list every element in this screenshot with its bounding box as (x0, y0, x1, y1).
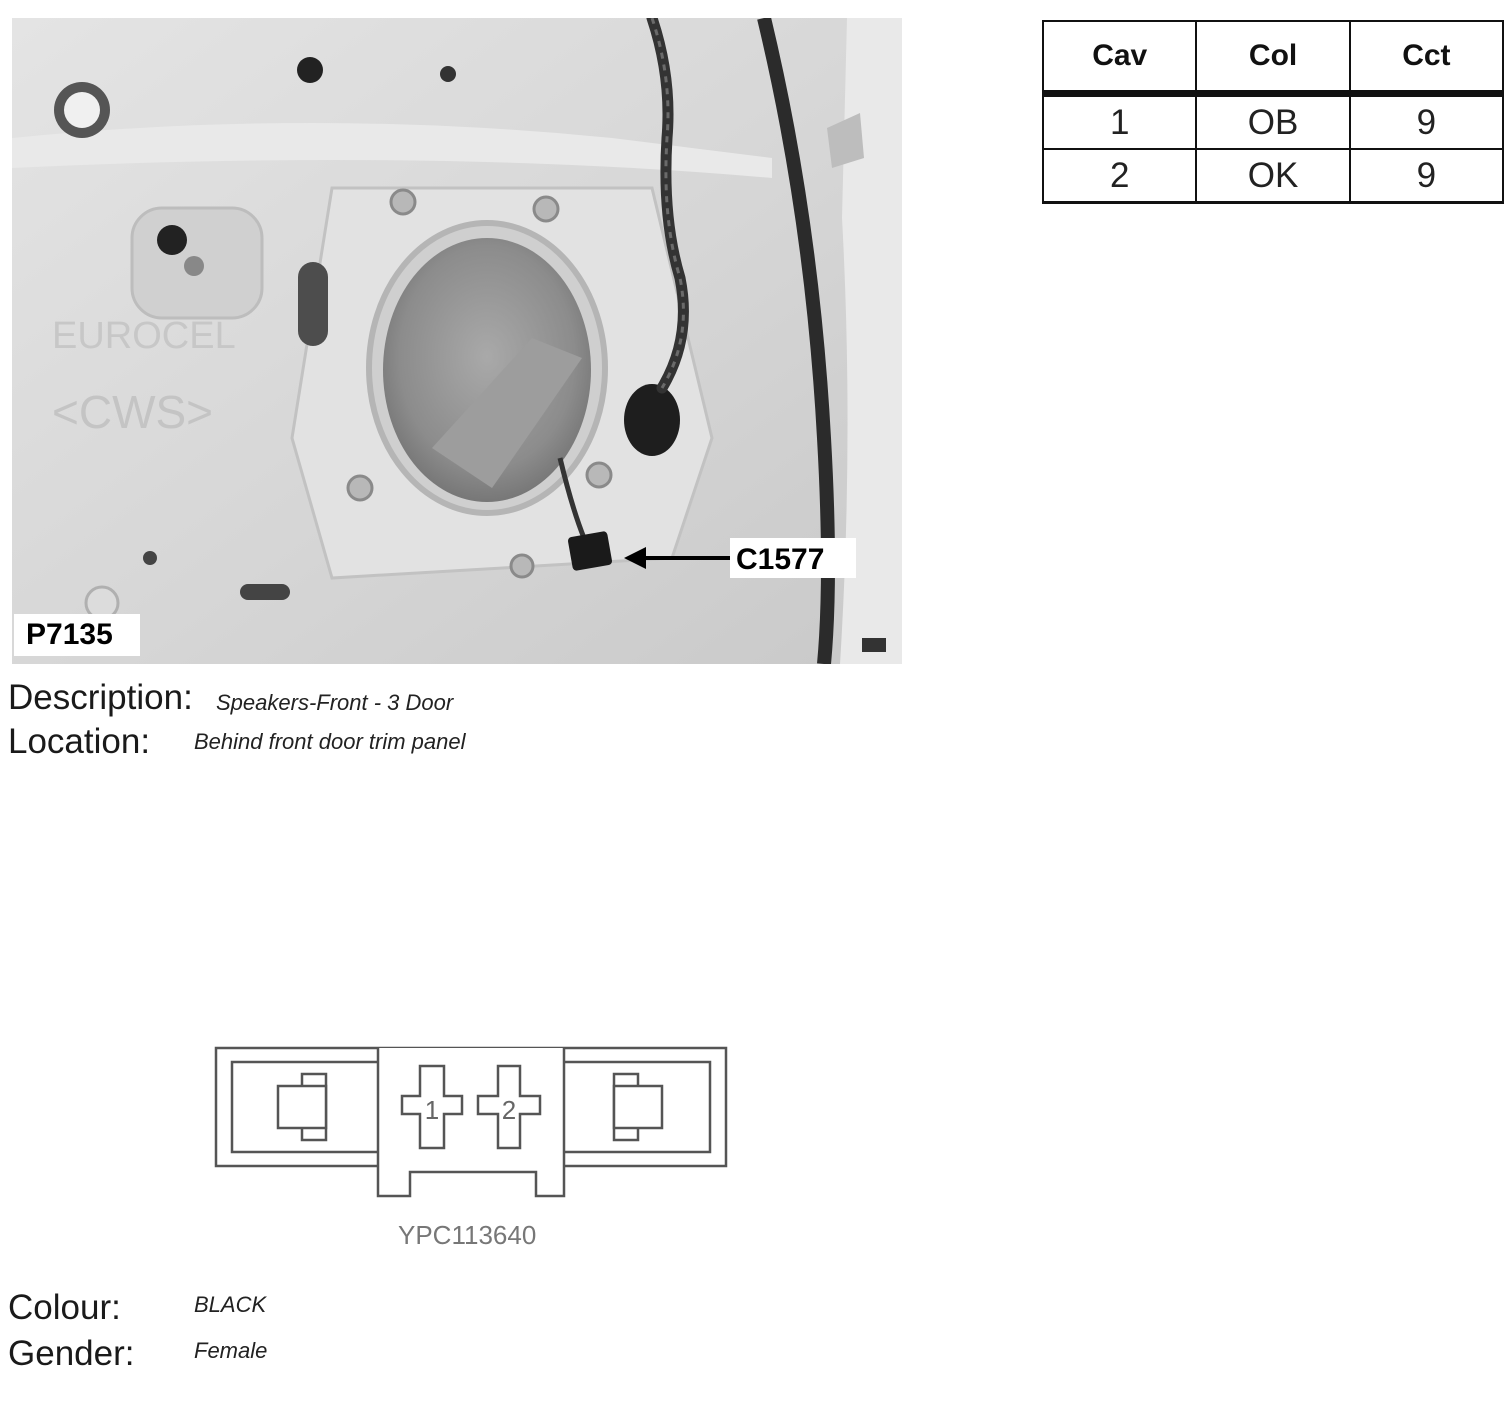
cav-cell: 2 (1043, 149, 1196, 203)
description-value: Speakers-Front - 3 Door (216, 690, 454, 715)
connector-part-number: YPC113640 (398, 1220, 537, 1250)
header-cct: Cct (1350, 21, 1503, 94)
svg-text:EUROCEL: EUROCEL (52, 315, 236, 357)
location-value: Behind front door trim panel (194, 729, 466, 754)
pin-1-label: 1 (424, 1095, 440, 1125)
cct-cell: 9 (1350, 149, 1503, 203)
header-cav: Cav (1043, 21, 1196, 94)
pinout-table (1042, 20, 1504, 204)
connector-face-diagram (210, 1044, 730, 1204)
location-label: Location: (8, 722, 151, 761)
gender-label: Gender: (8, 1334, 135, 1373)
description-label: Description: (8, 678, 193, 717)
photo-id-label: P7135 (14, 614, 140, 656)
connector-outline (210, 1044, 730, 1204)
colour-label: Colour: (8, 1288, 121, 1327)
colour-value: BLACK (194, 1292, 267, 1317)
pin-2-label: 2 (501, 1095, 517, 1125)
gender-value: Female (194, 1338, 268, 1363)
table-header-row (1043, 21, 1503, 94)
cct-cell: 9 (1350, 94, 1503, 150)
table-row (1043, 94, 1503, 150)
table-row (1043, 149, 1503, 203)
col-cell: OB (1196, 94, 1349, 150)
connector-callout-label: C1577 (730, 538, 856, 578)
col-cell: OK (1196, 149, 1349, 203)
svg-text:<CWS>: <CWS> (52, 386, 214, 438)
header-col: Col (1196, 21, 1349, 94)
cav-cell: 1 (1043, 94, 1196, 150)
